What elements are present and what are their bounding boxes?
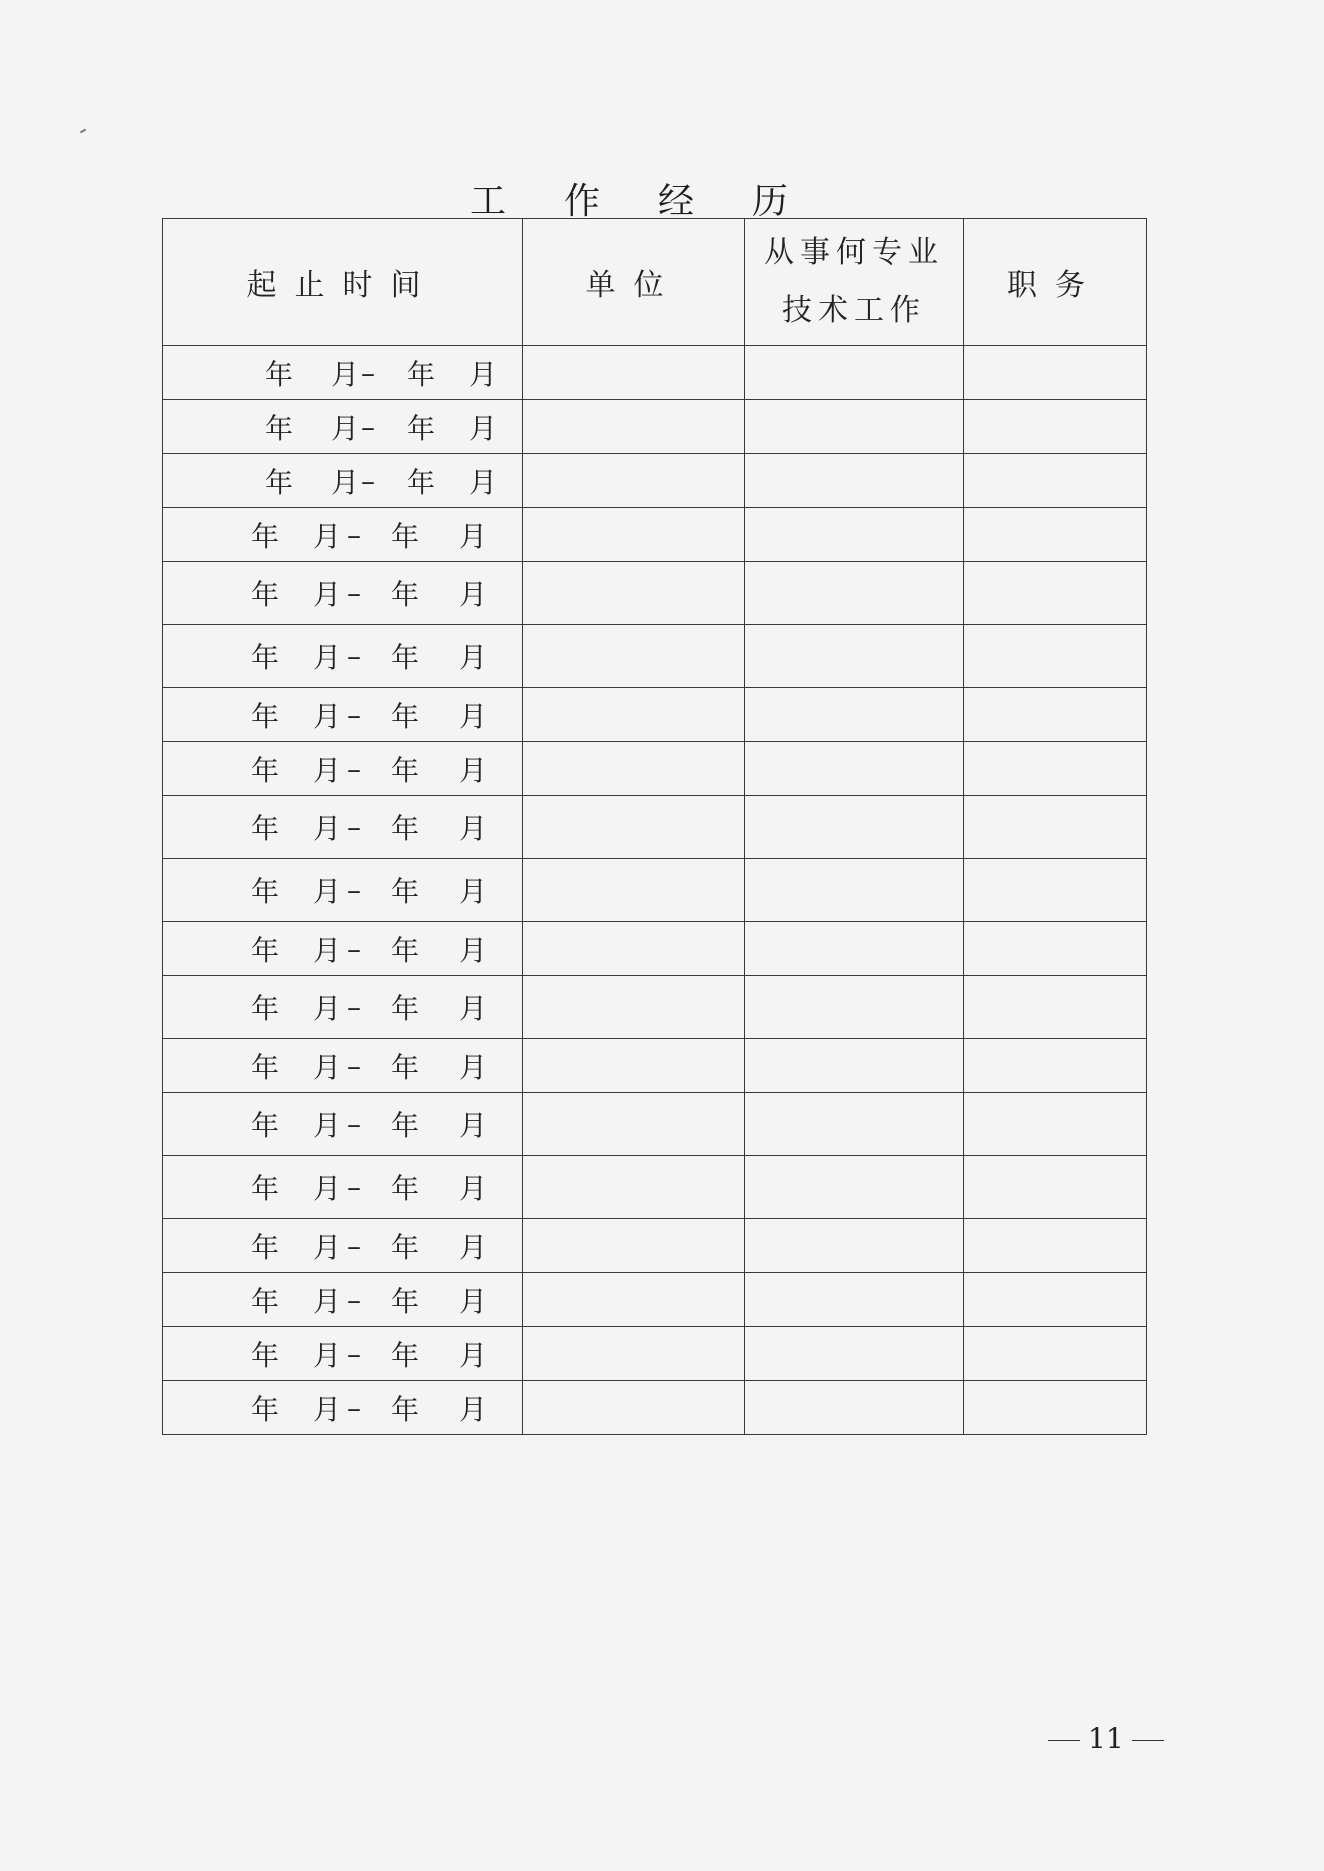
cell-unit[interactable] (523, 742, 745, 796)
date-range (163, 454, 522, 507)
cell-specialty[interactable] (745, 1273, 964, 1327)
cell-unit[interactable] (523, 1039, 745, 1093)
cell-unit[interactable] (523, 1381, 745, 1435)
cell-time[interactable] (163, 346, 523, 400)
cell-time[interactable] (163, 562, 523, 625)
date-year: 年 (391, 519, 420, 553)
cell-position[interactable] (964, 1219, 1147, 1273)
date-dash: – (361, 356, 375, 389)
date-dash: – (347, 1107, 361, 1141)
header-time: 起止时间 (163, 219, 523, 346)
date-dash: – (347, 1283, 361, 1316)
cell-time[interactable] (163, 1273, 523, 1327)
date-year: 年 (251, 1050, 280, 1084)
cell-position[interactable] (964, 508, 1147, 562)
date-month: 月 (331, 357, 360, 391)
date-year: 年 (391, 1230, 420, 1264)
date-year: 年 (251, 578, 280, 611)
date-month: 月 (469, 357, 498, 391)
page-number-text: 11 (1088, 1722, 1124, 1755)
cell-time[interactable] (163, 454, 523, 508)
cell-specialty[interactable] (745, 796, 964, 859)
date-month: 月 (459, 578, 488, 611)
title-char: 作 (564, 181, 601, 222)
date-dash: – (347, 639, 361, 673)
date-year: 年 (251, 699, 280, 733)
date-year: 年 (391, 1109, 420, 1142)
date-year: 年 (251, 753, 280, 787)
cell-position[interactable] (964, 1327, 1147, 1381)
cell-specialty[interactable] (745, 742, 964, 796)
cell-specialty[interactable] (745, 1381, 964, 1435)
date-dash: – (347, 1229, 361, 1262)
cell-specialty[interactable] (745, 508, 964, 562)
date-year: 年 (251, 1109, 280, 1142)
date-range (163, 346, 522, 399)
cell-specialty[interactable] (745, 1093, 964, 1156)
date-month: 月 (331, 411, 360, 445)
table-header-row (163, 219, 1147, 346)
cell-position[interactable] (964, 859, 1147, 922)
date-year: 年 (407, 357, 436, 391)
cell-position[interactable] (964, 400, 1147, 454)
date-range (163, 1219, 522, 1272)
date-range (163, 859, 522, 921)
table-row (163, 562, 1147, 625)
date-month: 月 (313, 1392, 342, 1426)
date-year: 年 (265, 411, 294, 445)
cell-time[interactable] (163, 688, 523, 742)
date-month: 月 (313, 1338, 342, 1372)
date-year: 年 (251, 519, 280, 553)
cell-position[interactable] (964, 1093, 1147, 1156)
cell-unit[interactable] (523, 625, 745, 688)
cell-position[interactable] (964, 346, 1147, 400)
cell-unit[interactable] (523, 859, 745, 922)
date-range (163, 1039, 522, 1092)
date-month: 月 (313, 519, 342, 553)
date-range (163, 1156, 522, 1218)
cell-unit[interactable] (523, 346, 745, 400)
cell-specialty[interactable] (745, 454, 964, 508)
date-range (163, 1093, 522, 1155)
cell-unit[interactable] (523, 1219, 745, 1273)
date-year: 年 (391, 875, 420, 908)
date-month: 月 (313, 1050, 342, 1084)
date-year: 年 (391, 992, 420, 1025)
table-row (163, 688, 1147, 742)
date-month: 月 (469, 411, 498, 445)
table-row (163, 1327, 1147, 1381)
cell-specialty[interactable] (745, 562, 964, 625)
cell-specialty[interactable] (745, 859, 964, 922)
date-year: 年 (251, 1230, 280, 1264)
date-range (163, 1381, 522, 1434)
date-month: 月 (313, 1109, 342, 1142)
scan-speck (80, 129, 86, 134)
work-history-table (162, 218, 1147, 1435)
date-year: 年 (251, 875, 280, 908)
cell-unit[interactable] (523, 454, 745, 508)
header-unit: 单位 (523, 219, 745, 346)
date-dash: – (347, 1391, 361, 1424)
table-row (163, 1039, 1147, 1093)
cell-position[interactable] (964, 1381, 1147, 1435)
date-month: 月 (459, 875, 488, 908)
date-month: 月 (459, 992, 488, 1025)
table-row (163, 1273, 1147, 1327)
date-range (163, 1327, 522, 1380)
date-dash: – (347, 518, 361, 551)
date-year: 年 (251, 641, 280, 674)
cell-unit[interactable] (523, 1156, 745, 1219)
cell-specialty[interactable] (745, 688, 964, 742)
date-year: 年 (391, 699, 420, 733)
title-char: 经 (658, 181, 695, 222)
date-month: 月 (459, 812, 488, 845)
cell-position[interactable] (964, 922, 1147, 976)
cell-specialty[interactable] (745, 625, 964, 688)
table-row (163, 1381, 1147, 1435)
date-range (163, 742, 522, 795)
date-month: 月 (459, 1338, 488, 1372)
page-number (1040, 1722, 1172, 1755)
date-year: 年 (407, 411, 436, 445)
table-row (163, 796, 1147, 859)
cell-specialty[interactable] (745, 1327, 964, 1381)
table-row (163, 346, 1147, 400)
date-month: 月 (313, 875, 342, 908)
date-year: 年 (251, 1172, 280, 1205)
cell-position[interactable] (964, 742, 1147, 796)
date-year: 年 (391, 1172, 420, 1205)
date-month: 月 (313, 699, 342, 733)
date-month: 月 (313, 1172, 342, 1205)
cell-position[interactable] (964, 976, 1147, 1039)
cell-position[interactable] (964, 796, 1147, 859)
cell-position[interactable] (964, 562, 1147, 625)
cell-time[interactable] (163, 859, 523, 922)
cell-unit[interactable] (523, 562, 745, 625)
date-year: 年 (251, 1392, 280, 1426)
date-dash: – (347, 698, 361, 731)
cell-time[interactable] (163, 1327, 523, 1381)
date-month: 月 (469, 465, 498, 499)
date-year: 年 (391, 1338, 420, 1372)
date-month: 月 (313, 578, 342, 611)
date-dash: – (347, 1337, 361, 1370)
table-row (163, 1156, 1147, 1219)
date-month: 月 (459, 1050, 488, 1084)
date-month: 月 (313, 1230, 342, 1264)
title-char: 工 (470, 181, 507, 222)
cell-time[interactable] (163, 1156, 523, 1219)
date-month: 月 (313, 992, 342, 1025)
date-range (163, 1273, 522, 1326)
date-dash: – (347, 752, 361, 785)
cell-time[interactable] (163, 922, 523, 976)
cell-specialty[interactable] (745, 400, 964, 454)
cell-position[interactable] (964, 625, 1147, 688)
date-year: 年 (391, 933, 420, 967)
table-row (163, 976, 1147, 1039)
date-year: 年 (391, 1050, 420, 1084)
date-range (163, 976, 522, 1038)
table-row (163, 1219, 1147, 1273)
date-year: 年 (251, 1338, 280, 1372)
cell-unit[interactable] (523, 1273, 745, 1327)
table-row (163, 1093, 1147, 1156)
table-row (163, 859, 1147, 922)
cell-position[interactable] (964, 688, 1147, 742)
date-month: 月 (313, 641, 342, 674)
date-range (163, 688, 522, 741)
header-position: 职务 (964, 219, 1147, 346)
cell-position[interactable] (964, 1039, 1147, 1093)
date-month: 月 (313, 753, 342, 787)
cell-position[interactable] (964, 454, 1147, 508)
cell-time[interactable] (163, 1039, 523, 1093)
cell-unit[interactable] (523, 508, 745, 562)
page-title (470, 173, 846, 224)
cell-position[interactable] (964, 1273, 1147, 1327)
date-year: 年 (251, 812, 280, 845)
cell-position[interactable] (964, 1156, 1147, 1219)
date-range (163, 562, 522, 624)
date-dash: – (347, 1170, 361, 1204)
header-specialty-line2: 技术工作 (782, 293, 926, 328)
date-dash: – (347, 990, 361, 1024)
date-month: 月 (313, 812, 342, 845)
cell-time[interactable] (163, 976, 523, 1039)
date-month: 月 (313, 1284, 342, 1318)
date-range (163, 508, 522, 561)
date-dash: – (347, 873, 361, 907)
cell-time[interactable] (163, 742, 523, 796)
date-year: 年 (391, 641, 420, 674)
date-dash: – (361, 410, 375, 443)
cell-time[interactable] (163, 1093, 523, 1156)
cell-unit[interactable] (523, 1093, 745, 1156)
date-range (163, 625, 522, 687)
date-month: 月 (459, 1230, 488, 1264)
date-month: 月 (459, 699, 488, 733)
cell-time[interactable] (163, 508, 523, 562)
cell-specialty[interactable] (745, 346, 964, 400)
date-month: 月 (459, 1109, 488, 1142)
cell-specialty[interactable] (745, 1219, 964, 1273)
date-year: 年 (391, 578, 420, 611)
date-month: 月 (459, 933, 488, 967)
table-row (163, 400, 1147, 454)
date-year: 年 (391, 753, 420, 787)
date-month: 月 (459, 1392, 488, 1426)
date-dash: – (361, 464, 375, 497)
date-year: 年 (251, 933, 280, 967)
date-month: 月 (459, 1284, 488, 1318)
date-range (163, 400, 522, 453)
date-dash: – (347, 1049, 361, 1082)
date-month: 月 (331, 465, 360, 499)
table-row (163, 625, 1147, 688)
date-year: 年 (251, 992, 280, 1025)
cell-unit[interactable] (523, 688, 745, 742)
date-range (163, 796, 522, 858)
date-year: 年 (407, 465, 436, 499)
footer-dash-left (1048, 1740, 1080, 1741)
date-month: 月 (459, 1172, 488, 1205)
date-year: 年 (391, 812, 420, 845)
cell-time[interactable] (163, 625, 523, 688)
date-range (163, 922, 522, 975)
cell-unit[interactable] (523, 400, 745, 454)
date-year: 年 (391, 1392, 420, 1426)
table-row (163, 922, 1147, 976)
cell-unit[interactable] (523, 976, 745, 1039)
date-year: 年 (391, 1284, 420, 1318)
date-month: 月 (313, 933, 342, 967)
cell-time[interactable] (163, 796, 523, 859)
table-row (163, 742, 1147, 796)
cell-time[interactable] (163, 1381, 523, 1435)
footer-dash-right (1132, 1740, 1164, 1741)
cell-unit[interactable] (523, 796, 745, 859)
cell-unit[interactable] (523, 922, 745, 976)
cell-specialty[interactable] (745, 976, 964, 1039)
cell-specialty[interactable] (745, 1156, 964, 1219)
date-year: 年 (265, 465, 294, 499)
date-month: 月 (459, 641, 488, 674)
date-dash: – (347, 576, 361, 610)
cell-specialty[interactable] (745, 1039, 964, 1093)
table-row (163, 454, 1147, 508)
date-dash: – (347, 932, 361, 965)
date-month: 月 (459, 753, 488, 787)
date-year: 年 (251, 1284, 280, 1318)
cell-time[interactable] (163, 400, 523, 454)
date-year: 年 (265, 357, 294, 391)
date-dash: – (347, 810, 361, 844)
cell-unit[interactable] (523, 1327, 745, 1381)
table-row (163, 508, 1147, 562)
date-month: 月 (459, 519, 488, 553)
cell-time[interactable] (163, 1219, 523, 1273)
header-specialty-line1: 从事何专业 (764, 235, 944, 270)
title-char: 历 (752, 181, 789, 222)
header-specialty (745, 219, 964, 346)
cell-specialty[interactable] (745, 922, 964, 976)
